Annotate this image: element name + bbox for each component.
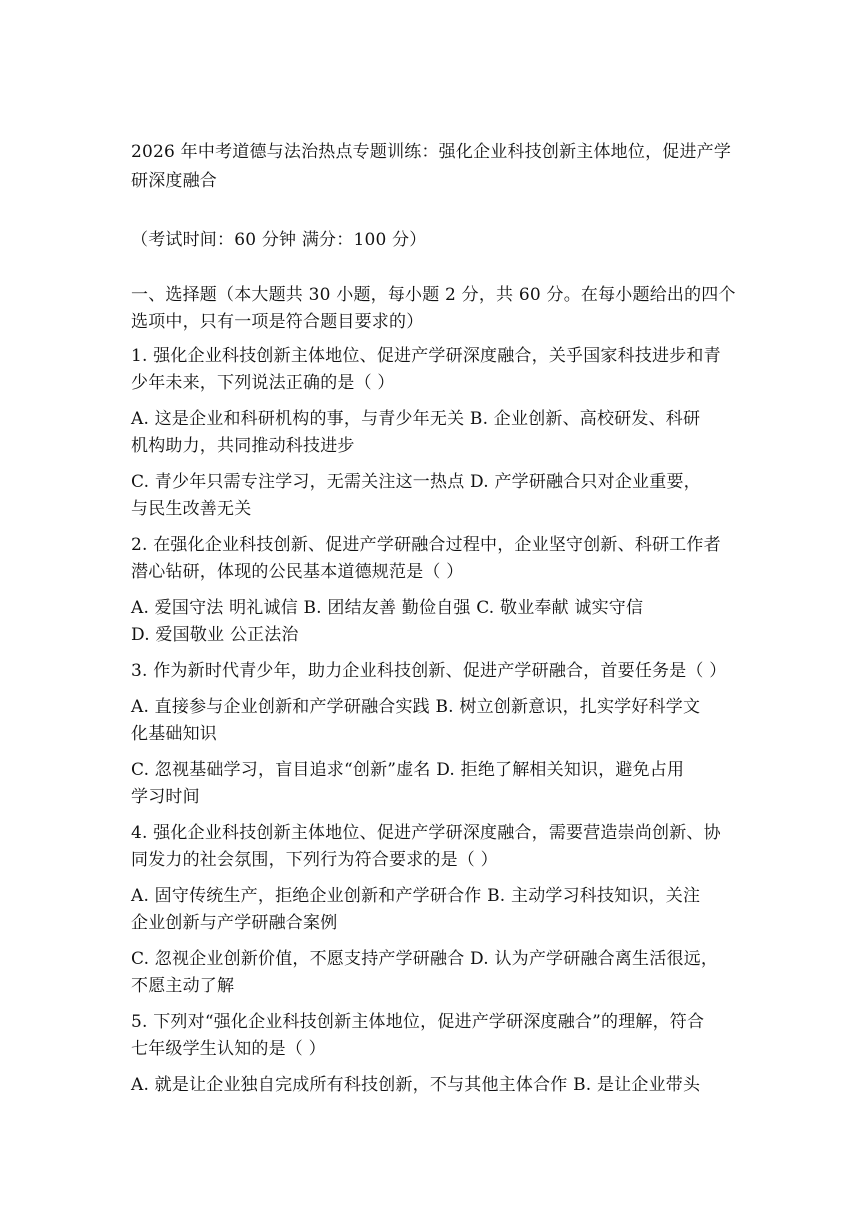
- question-2-option-line-2: D. 爱国敬业 公正法治: [131, 625, 299, 645]
- question-2-stem-line-2: 潜心钻研，体现的公民基本道德规范是（ ）: [131, 562, 464, 582]
- question-3-stem-line-1: 3. 作为新时代青少年，助力企业科技创新、促进产学研融合，首要任务是（ ）: [131, 661, 727, 681]
- question-4-option-line-4: 不愿主动了解: [131, 976, 235, 996]
- question-2-stem-line-1: 2. 在强化企业科技创新、促进产学研融合过程中，企业坚守创新、科研工作者: [131, 535, 721, 555]
- question-4-stem-line-1: 4. 强化企业科技创新主体地位、促进产学研深度融合，需要营造崇尚创新、协: [131, 823, 721, 843]
- question-3-option-line-1: A. 直接参与企业创新和产学研融合实践 B. 树立创新意识，扎实学好科学文: [131, 697, 701, 717]
- question-3-option-line-3: C. 忽视基础学习，盲目追求“创新”虚名 D. 拒绝了解相关知识，避免占用: [131, 760, 685, 780]
- question-5-option-line-1: A. 就是让企业独自完成所有科技创新，不与其他主体合作 B. 是让企业带头: [131, 1075, 701, 1095]
- question-1-stem-line-2: 少年未来，下列说法正确的是（ ）: [131, 373, 395, 393]
- question-4-option-line-3: C. 忽视企业创新价值，不愿支持产学研融合 D. 认为产学研融合离生活很远，: [131, 949, 719, 969]
- question-1-option-line-3: C. 青少年只需专注学习，无需关注这一热点 D. 产学研融合只对企业重要，: [131, 472, 701, 492]
- question-3-option-line-4: 学习时间: [131, 787, 200, 807]
- question-1-stem-line-1: 1. 强化企业科技创新主体地位、促进产学研深度融合，关乎国家科技进步和青: [131, 346, 721, 366]
- exam-info: （考试时间：60 分钟 满分：100 分）: [131, 230, 427, 250]
- question-4-option-line-1: A. 固守传统生产，拒绝企业创新和产学研合作 B. 主动学习科技知识，关注: [131, 886, 701, 906]
- section-heading-line-1: 一、选择题（本大题共 30 小题，每小题 2 分，共 60 分。在每小题给出的四个: [131, 285, 736, 305]
- document-page: [131, 0, 761, 1227]
- question-1-option-line-1: A. 这是企业和科研机构的事，与青少年无关 B. 企业创新、高校研发、科研: [131, 409, 701, 429]
- question-2-option-line-1: A. 爱国守法 明礼诚信 B. 团结友善 勤俭自强 C. 敬业奉献 诚实守信: [131, 598, 644, 618]
- question-5-stem-line-1: 5. 下列对“强化企业科技创新主体地位，促进产学研深度融合”的理解，符合: [131, 1012, 705, 1032]
- question-3-option-line-2: 化基础知识: [131, 724, 217, 744]
- question-5-stem-line-2: 七年级学生认知的是（ ）: [131, 1039, 326, 1059]
- section-heading-line-2: 选项中，只有一项是符合题目要求的）: [131, 312, 424, 332]
- question-4-option-line-2: 企业创新与产学研融合案例: [131, 913, 338, 933]
- question-1-option-line-4: 与民生改善无关: [131, 499, 252, 519]
- question-1-option-line-2: 机构助力，共同推动科技进步: [131, 436, 355, 456]
- question-4-stem-line-2: 同发力的社会氛围，下列行为符合要求的是（ ）: [131, 850, 498, 870]
- document-title-line-1: 2026 年中考道德与法治热点专题训练：强化企业科技创新主体地位，促进产学: [131, 142, 732, 162]
- document-title-line-2: 研深度融合: [131, 171, 217, 191]
